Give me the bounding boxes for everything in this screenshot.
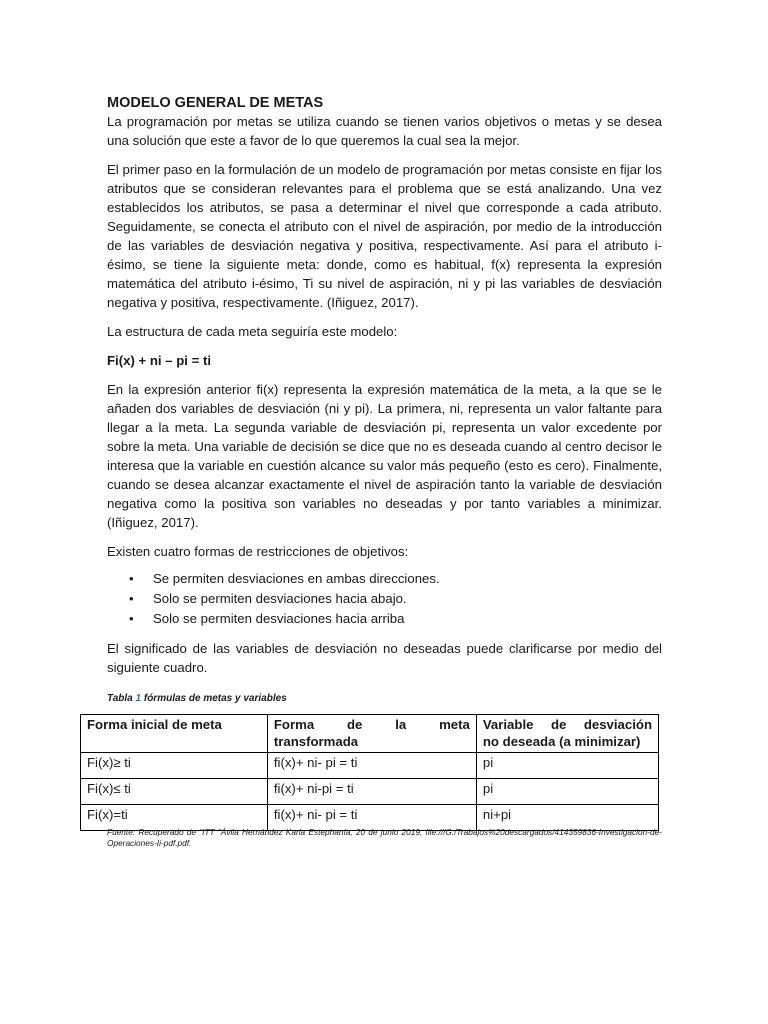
table-cell: Fi(x)=ti	[81, 805, 268, 831]
list-item	[107, 609, 662, 629]
document-body	[107, 94, 662, 705]
bullet-icon: •	[129, 571, 134, 586]
bullet-icon: •	[129, 591, 134, 606]
header-deviation-variable	[476, 715, 658, 753]
paragraph-explanation: En la expresión anterior fi(x) representa la expresión matemática de la meta, a la que se le añaden dos variables de desviación (ni y pi). La primera, ni, representa un valor faltante para llegar a la meta. La segunda variable de desviación pi, representa un valor excedente por sobre la meta. Una variable de decisión se dice que no es deseada cuando al centro decisor le interesa que la variable en cuestión alcance su valor más pequeño (esto es cero). Finalmente, cuando se desea alcanzar exactamente el nivel de aspiración tanto la variable de desviación negativa como la positiva son variables no deseadas y por tanto variables a minimizar. (Iñiguez, 2017).	[107, 382, 662, 530]
header-deviation-line2: no deseada (a minimizar)	[482, 734, 641, 749]
table-cell: fi(x)+ ni- pi = ti	[267, 805, 476, 831]
paragraph-structure: La estructura de cada meta seguiría este modelo:	[107, 324, 398, 339]
list-item-text: Solo se permiten desviaciones hacia arriba	[153, 611, 405, 626]
header-transformed-form	[267, 715, 476, 753]
list-item-text: Solo se permiten desviaciones hacia abajo.	[153, 591, 407, 606]
goal-formula: Fi(x) + ni – pi = ti	[107, 353, 212, 368]
table-source-note: Fuente: Recuperado de "ITT "Ávila Hernández Karla Estephanía, 20 de junio 2019, file:///G:/Trabajos%20descargados/414359836-Investigacion-de-Operaciones-Ii-pdf.pdf.	[107, 827, 662, 848]
table-cell: Fi(x)≤ ti	[81, 779, 268, 805]
paragraph-intro: La programación por metas se utiliza cuando se tienen varios objetivos o metas y se desea una solución que este a favor de lo que queremos la cual sea la mejor.	[107, 114, 662, 148]
table-cell: ni+pi	[476, 805, 658, 831]
header-initial-form: Forma inicial de meta	[81, 715, 268, 753]
paragraph-table-intro: El significado de las variables de desviación no deseadas puede clarificarse por medio del siguiente cuadro.	[107, 641, 662, 675]
page-title: MODELO GENERAL DE METAS	[107, 95, 324, 111]
goals-table	[80, 714, 659, 831]
list-item	[107, 589, 662, 609]
restriction-list	[107, 569, 662, 629]
paragraph-first-step: El primer paso en la formulación de un modelo de programación por metas consiste en fijar los atributos que se consideran relevantes para el problema que se está analizando. Una vez establecidos los atributos, se pasa a determinar el nivel que corresponde a cada atributo. Seguidamente, se conecta el atributo con el nivel de aspiración, por medio de la introducción de las variables de desviación negativa y positiva, respectivamente. Así para el atributo i-ésimo, se tiene la siguiente meta: donde, como es habitual, f(x) representa la expresión matemática del atributo i-ésimo, Ti su nivel de aspiración, ni y pi las variables de desviación negativa y positiva, respectivamente. (Iñiguez, 2017).	[107, 162, 662, 310]
list-item-text: Se permiten desviaciones en ambas direcciones.	[153, 571, 440, 586]
table-row	[81, 753, 659, 779]
table-row	[81, 779, 659, 805]
caption-number: 1	[135, 693, 142, 704]
table-cell: Fi(x)≥ ti	[81, 753, 268, 779]
header-deviation-line1: Variable de desviación	[482, 717, 652, 732]
table-cell: pi	[476, 779, 658, 805]
table-cell: pi	[476, 753, 658, 779]
paragraph-restriction-forms: Existen cuatro formas de restricciones de objetivos:	[107, 544, 409, 559]
table-cell: fi(x)+ ni-pi = ti	[267, 779, 476, 805]
list-item	[107, 569, 662, 589]
caption-text: fórmulas de metas y variables	[141, 693, 287, 704]
header-transformed-line1: Forma de la meta	[273, 717, 470, 732]
bullet-icon: •	[129, 611, 134, 626]
table-cell: fi(x)+ ni- pi = ti	[267, 753, 476, 779]
caption-prefix: Tabla	[107, 693, 136, 704]
table-caption	[107, 693, 662, 705]
table-header-row	[81, 715, 659, 753]
header-transformed-line2: transformada	[273, 734, 359, 749]
